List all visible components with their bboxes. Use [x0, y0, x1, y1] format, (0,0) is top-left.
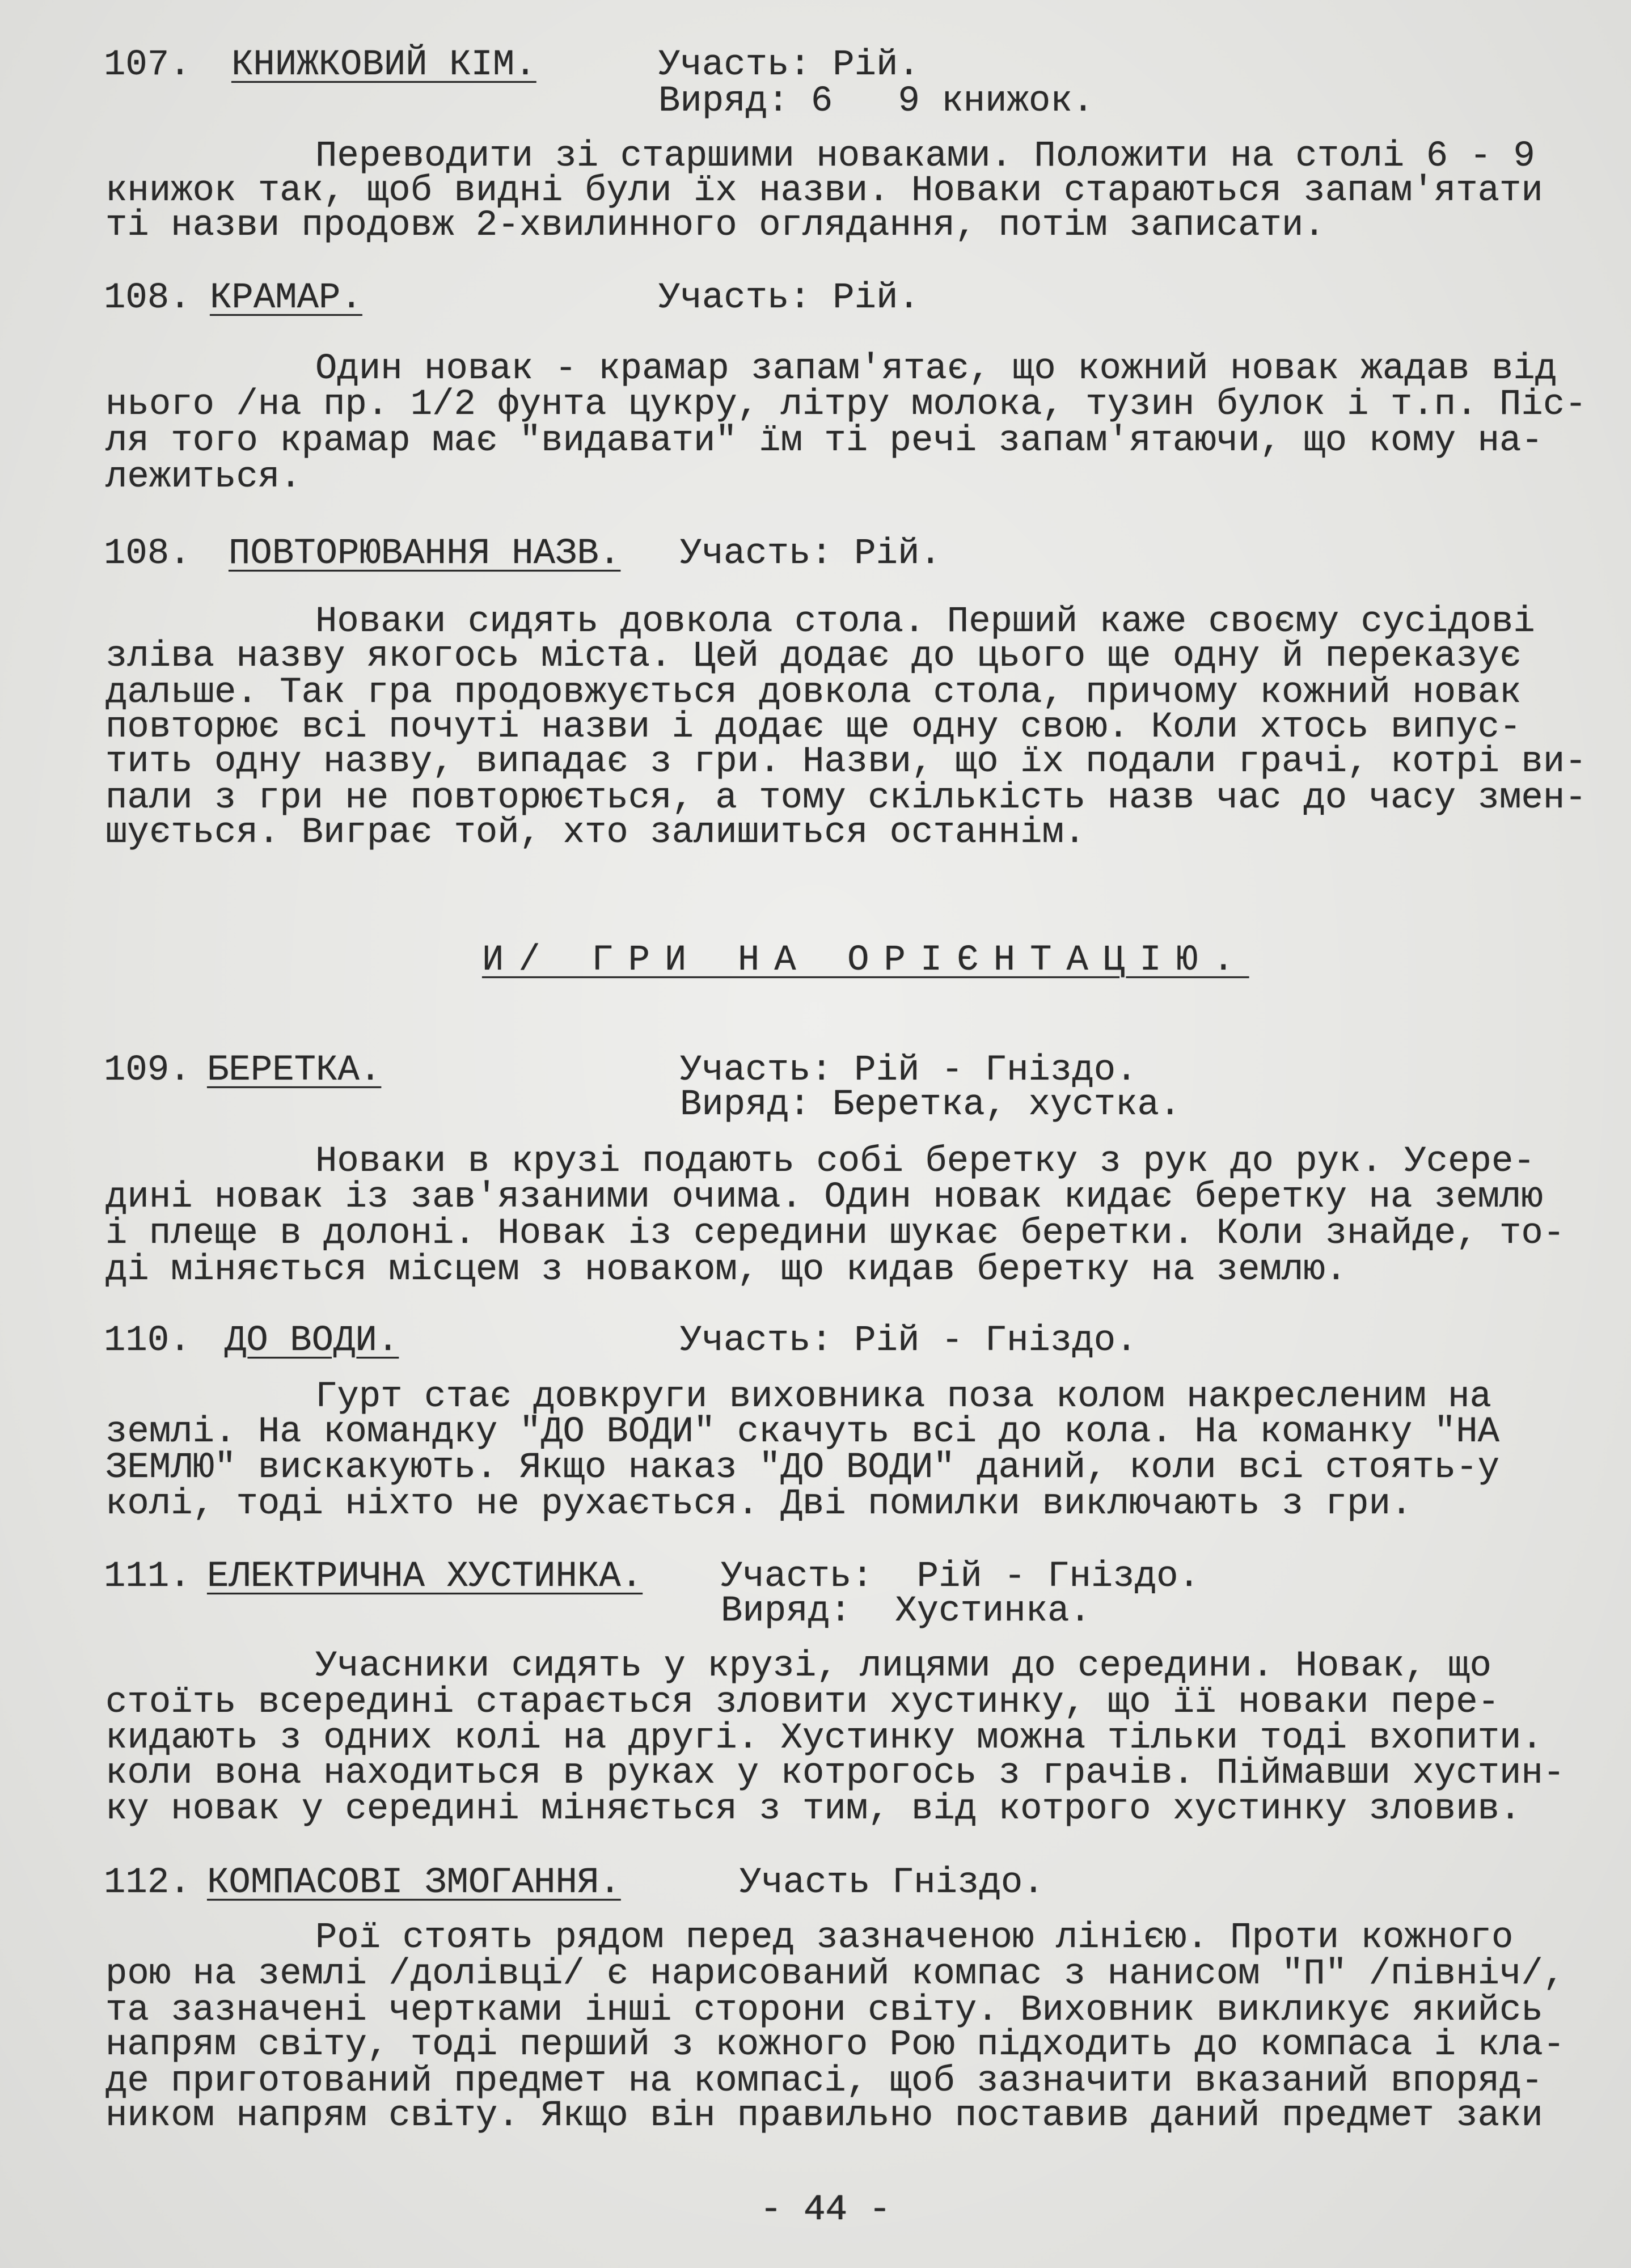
- text-line: Учасники сидять у крузі, лицями до середини. Новак, що: [315, 1646, 1491, 1687]
- entry-number: 108.: [104, 278, 191, 319]
- text-line: ті назви продовж 2-хвилинного оглядання, потім записати.: [105, 205, 1325, 246]
- text-line: Переводити зі старшими новаками. Положити на столі 6 - 9: [315, 136, 1535, 177]
- text-line: ЗЕМЛЮ" вискакують. Якщо наказ "ДО ВОДИ" даний, коли всі стоять-у: [105, 1448, 1499, 1488]
- text-line: і плеще в долоні. Новак із середини шукає беретки. Коли знайде, то-: [105, 1213, 1565, 1254]
- text-line: Один новак - крамар запам'ятає, що кожний новак жадав від: [315, 349, 1557, 390]
- section-heading: И/ ГРИ НА ОРІЄНТАЦІЮ.: [482, 940, 1249, 981]
- text-line: дальше. Так гра продовжується довкола стола, причому кожний новак: [105, 672, 1522, 713]
- text-line: де приготований предмет на компасі, щоб зазначити вказаний впоряд-: [105, 2061, 1543, 2102]
- text-line: шується. Виграє той, хто залишиться останнім.: [105, 813, 1086, 853]
- text-line: Новаки в крузі подають собі беретку з рук до рук. Усере-: [315, 1141, 1535, 1182]
- entry-participation: Участь: Рій.: [680, 534, 941, 574]
- text-line: колі, тоді ніхто не рухається. Дві помилки виключають з гри.: [105, 1484, 1413, 1525]
- text-line: ником напрям світу. Якщо він правильно поставив даний предмет заки: [105, 2096, 1543, 2136]
- entry-header: [0, 1323, 1631, 1359]
- entry-title: КНИЖКОВИЙ КІМ.: [231, 45, 536, 86]
- entry-number: 107.: [104, 45, 191, 86]
- entry-title: БЕРЕТКА.: [207, 1050, 382, 1091]
- text-line: Новаки сидять довкола стола. Перший каже своєму сусідові: [315, 602, 1535, 642]
- text-line: зліва назву якогось міста. Цей додає до цього ще одну й переказує: [105, 636, 1522, 677]
- entry-title: ДО ВОДИ.: [225, 1321, 399, 1361]
- text-line: та зазначені чертками інші сторони світу. Виховник викликує якийсь: [105, 1990, 1543, 2031]
- text-line: лежиться.: [105, 457, 302, 498]
- entry-header: [0, 45, 1631, 86]
- text-line: кидають з одних колі на другі. Хустинку можна тільки тоді вхопити.: [105, 1718, 1543, 1759]
- text-line: книжок так, щоб видні були їх назви. Новаки стараються запам'ятати: [105, 171, 1543, 211]
- text-line: Гурт стає довкруги виховника поза колом накресленим на: [315, 1377, 1491, 1417]
- text-line: нього /на пр. 1/2 фунта цукру, літру молока, тузин булок і т.п. Піс-: [105, 384, 1587, 425]
- entry-equipment: Виряд: 6 9 книжок.: [658, 81, 1095, 122]
- text-line: ля того крамар має "видавати" їм ті речі запам'ятаючи, що кому на-: [105, 421, 1543, 462]
- entry-title: ЕЛЕКТРИЧНА ХУСТИНКА.: [207, 1556, 643, 1597]
- entry-number: 109.: [104, 1050, 191, 1091]
- text-line: рою на землі /долівці/ є нарисований компас з нанисом "П" /північ/,: [105, 1954, 1565, 1995]
- entry-participation: Участь: Рій - Гніздо.: [680, 1321, 1138, 1361]
- entry-title: ПОВТОРЮВАННЯ НАЗВ.: [229, 534, 621, 574]
- entry-equipment: Виряд: Хустинка.: [721, 1591, 1091, 1632]
- entry-equipment: Виряд: Беретка, хустка.: [680, 1085, 1181, 1125]
- entry-header: [0, 278, 1631, 319]
- text-line: коли вона находиться в руках у котрогось з грачів. Піймавши хустин-: [105, 1753, 1565, 1794]
- entry-header: [0, 1052, 1631, 1089]
- text-line: землі. На командку "ДО ВОДИ" скачуть всі до кола. На команку "НА: [105, 1412, 1499, 1453]
- entry-number: 112.: [104, 1863, 191, 1903]
- text-line: напрям світу, тоді перший з кожного Рою підходить до компаса і кла-: [105, 2025, 1565, 2066]
- entry-title: КОМПАСОВІ ЗМОГАННЯ.: [207, 1863, 621, 1903]
- entry-participation: Участь: Рій - Гніздо.: [721, 1556, 1200, 1597]
- text-line: пали з гри не повторюється, а тому скількість назв час до часу змен-: [105, 778, 1587, 819]
- entry-number: 108.: [104, 534, 191, 574]
- text-line: ді міняється місцем з новаком, що кидав беретку на землю.: [105, 1250, 1347, 1290]
- entry-number: 110.: [104, 1321, 191, 1361]
- text-line: дині новак із зав'язаними очима. Один новак кидає беретку на землю: [105, 1177, 1543, 1218]
- entry-title: КРАМАР.: [210, 278, 362, 319]
- entry-header: [0, 536, 1631, 572]
- entry-header: [0, 1556, 1631, 1597]
- text-line: повторює всі почуті назви і додає ще одну свою. Коли хтось випус-: [105, 707, 1522, 748]
- text-line: ку новак у середині міняється з тим, від котрого хустинку зловив.: [105, 1789, 1522, 1830]
- text-line: стоїть всередині старається зловити хустинку, що її новаки пере-: [105, 1682, 1499, 1723]
- entry-participation: Участь Гніздо.: [740, 1863, 1045, 1903]
- entry-participation: Участь: Рій.: [658, 45, 920, 86]
- entry-number: 111.: [104, 1556, 191, 1597]
- entry-participation: Участь: Рій.: [658, 278, 920, 319]
- page-number: - 44 -: [760, 2190, 891, 2231]
- entry-header: [0, 1865, 1631, 1901]
- text-line: тить одну назву, випадає з гри. Назви, що їх подали грачі, котрі ви-: [105, 742, 1587, 782]
- entry-participation: Участь: Рій - Гніздо.: [680, 1050, 1138, 1091]
- text-line: Рої стоять рядом перед зазначеною лінією. Проти кожного: [315, 1918, 1514, 1958]
